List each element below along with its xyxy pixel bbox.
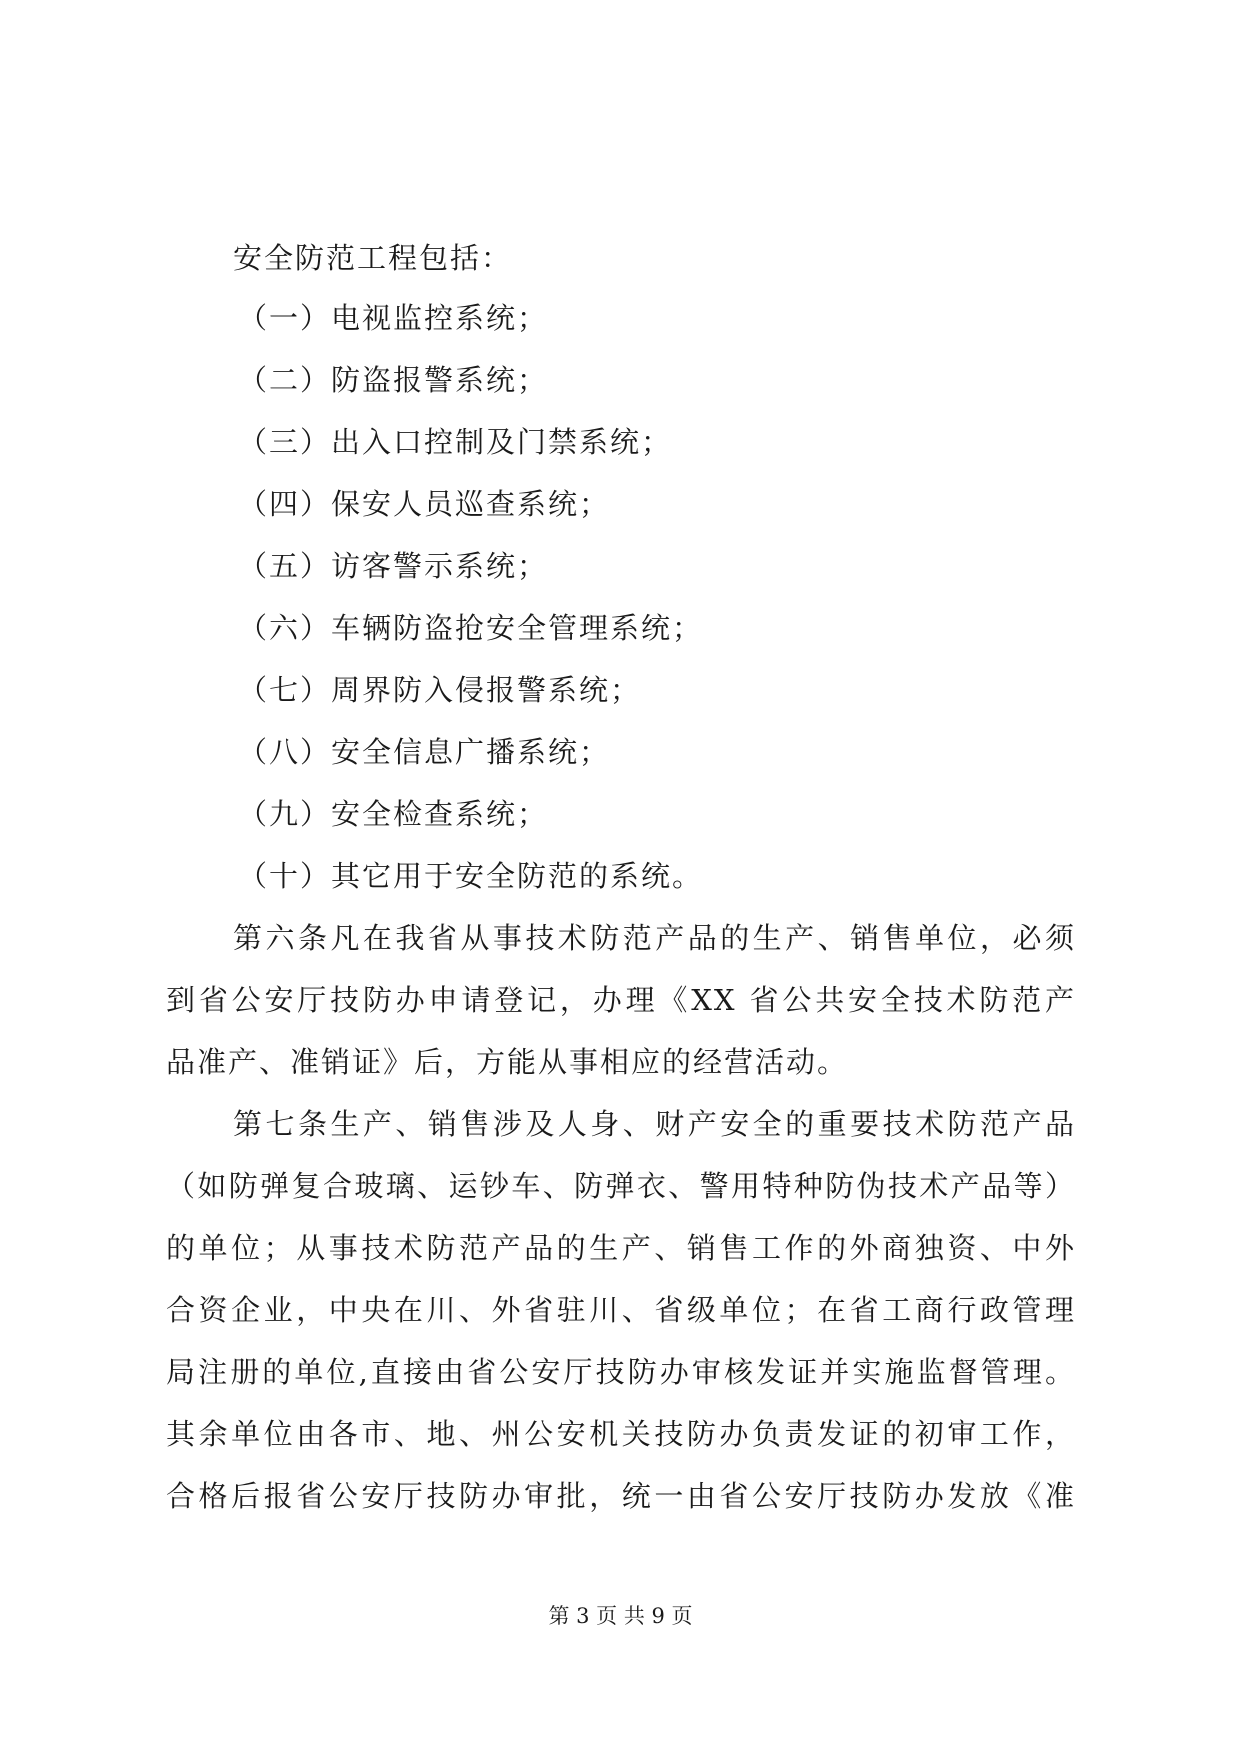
article6-line: 第六条凡在我省从事技术防范产品的生产、销售单位，必须	[233, 921, 1076, 955]
list-item: （七）周界防入侵报警系统；	[238, 673, 642, 707]
article6-line: 到省公安厅技防办申请登记，办理《XX 省公共安全技术防范产	[166, 983, 1076, 1017]
intro-line: 安全防范工程包括：	[233, 241, 513, 275]
article7-line: 合资企业，中央在川、外省驻川、省级单位；在省工商行政管理	[166, 1293, 1076, 1327]
list-item: （二）防盗报警系统；	[238, 363, 549, 397]
article7-line: 第七条生产、销售涉及人身、财产安全的重要技术防范产品	[233, 1107, 1076, 1141]
list-item: （九）安全检查系统；	[238, 797, 549, 831]
list-item: （三）出入口控制及门禁系统；	[238, 425, 673, 459]
article7-line: （如防弹复合玻璃、运钞车、防弹衣、警用特种防伪技术产品等）	[166, 1169, 1076, 1203]
article6-line: 品准产、准销证》后，方能从事相应的经营活动。	[166, 1045, 849, 1079]
article7-line: 的单位；从事技术防范产品的生产、销售工作的外商独资、中外	[166, 1231, 1076, 1265]
article7-line: 合格后报省公安厅技防办审批，统一由省公安厅技防办发放《准	[166, 1479, 1076, 1513]
list-item: （五）访客警示系统；	[238, 549, 549, 583]
page-footer: 第 3 页 共 9 页	[548, 1604, 693, 1628]
list-item: （六）车辆防盗抢安全管理系统；	[238, 611, 704, 645]
list-item: （八）安全信息广播系统；	[238, 735, 611, 769]
article7-line: 局注册的单位,直接由省公安厅技防办审核发证并实施监督管理。	[166, 1355, 1076, 1389]
list-item: （十）其它用于安全防范的系统。	[238, 859, 704, 893]
list-item: （一）电视监控系统；	[238, 301, 549, 335]
list-item: （四）保安人员巡查系统；	[238, 487, 611, 521]
article7-line: 其余单位由各市、地、州公安机关技防办负责发证的初审工作，	[166, 1417, 1076, 1451]
